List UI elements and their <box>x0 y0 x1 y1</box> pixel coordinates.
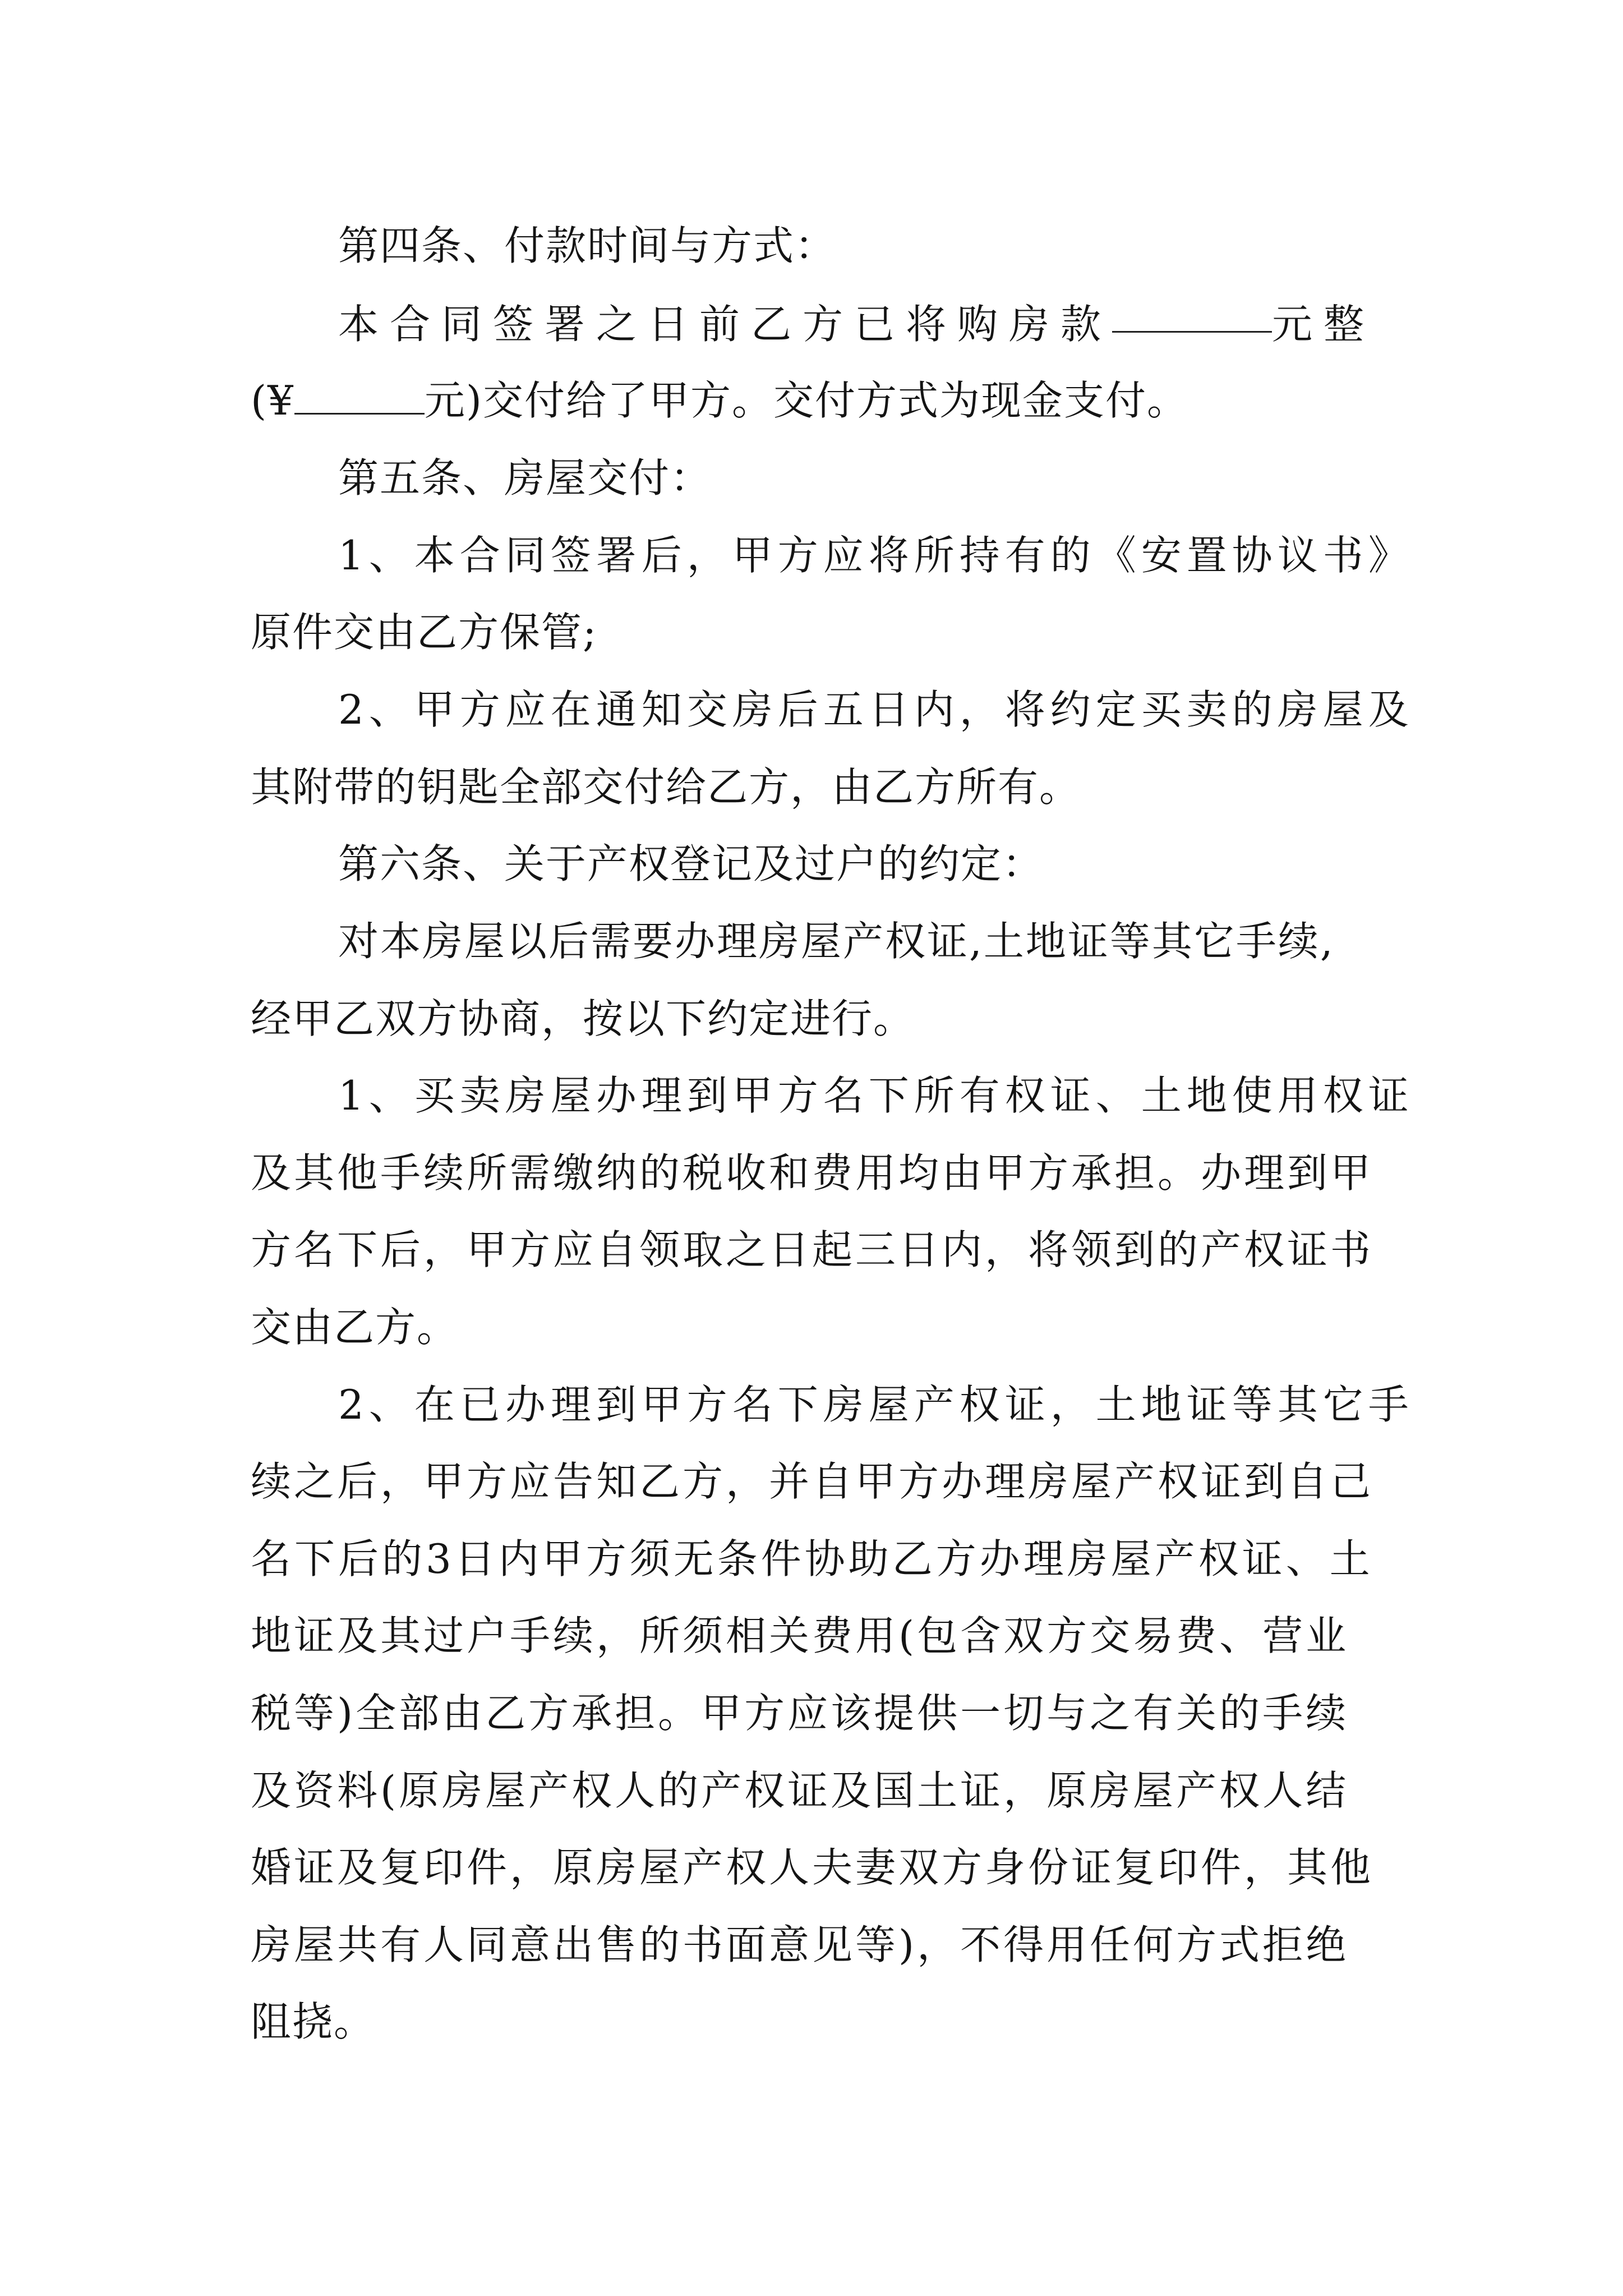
article4-heading: 第四条、付款时间与方式： <box>338 222 837 269</box>
article6-item1-line4: 交由乙方。 <box>251 1304 459 1351</box>
article5-heading: 第五条、房屋交付： <box>338 454 712 501</box>
article4-para-part2: 元整 <box>1271 301 1375 348</box>
article6-item2-line1: 2、在已办理到甲方名下房屋产权证，土地证等其它手 <box>338 1381 1414 1428</box>
article6-item1-line3: 方名下后，甲方应自领取之日起三日内，将领到的产权证书 <box>251 1226 1374 1273</box>
article6-intro-line1: 对本房屋以后需要办理房屋产权证,土地证等其它手续, <box>338 918 1335 965</box>
article6-item2-line5: 税等)全部由乙方承担。甲方应该提供一切与之有关的手续 <box>251 1690 1349 1737</box>
article6-item2-line2: 续之后，甲方应告知乙方，并自甲方办理房屋产权证到自己 <box>251 1458 1374 1505</box>
article6-item2-line9: 阻挠。 <box>251 1998 376 2045</box>
article5-item2-line2: 其附带的钥匙全部交付给乙方，由乙方所有。 <box>251 763 1081 811</box>
article4-para-part1: 本合同签署之日前乙方已将购房款 <box>338 301 1113 348</box>
article5-item1-line1: 1、本合同签署后，甲方应将所持有的《安置协议书》 <box>338 532 1414 579</box>
article6-item2-line6: 及资料(原房屋产权人的产权证及国土证，原房屋产权人结 <box>251 1767 1349 1814</box>
article6-item1-line2: 及其他手续所需缴纳的税收和费用均由甲方承担。办理到甲 <box>251 1149 1374 1197</box>
amount-blank <box>1112 296 1272 333</box>
article6-item2-line3: 名下后的3日内甲方须无条件协助乙方办理房屋产权证、土 <box>251 1535 1373 1582</box>
article6-item1-line1: 1、买卖房屋办理到甲方名下所有权证、土地使用权证 <box>338 1072 1414 1119</box>
article6-heading: 第六条、关于产权登记及过户的约定： <box>338 840 1044 887</box>
amount-numeric-blank <box>294 378 425 415</box>
article4-para-part4: 元)交付给了甲方。交付方式为现金支付。 <box>424 377 1188 424</box>
article6-item2-line4: 地证及其过户手续，所须相关费用(包含双方交易费、营业 <box>251 1612 1349 1659</box>
article6-item2-line8: 房屋共有人同意出售的书面意见等)，不得用任何方式拒绝 <box>251 1921 1349 1968</box>
article4-para-part3: (¥ <box>251 377 294 424</box>
article4-para-line2 <box>251 372 1188 429</box>
article6-intro-line2: 经甲乙双方协商，按以下约定进行。 <box>251 995 915 1042</box>
article5-item2-line1: 2、甲方应在通知交房后五日内，将约定买卖的房屋及 <box>338 686 1414 733</box>
article6-item2-line7: 婚证及复印件，原房屋产权人夫妻双方身份证复印件，其他 <box>251 1844 1374 1891</box>
article5-item1-line2: 原件交由乙方保管; <box>251 609 598 656</box>
article4-para-line1 <box>338 296 1375 352</box>
